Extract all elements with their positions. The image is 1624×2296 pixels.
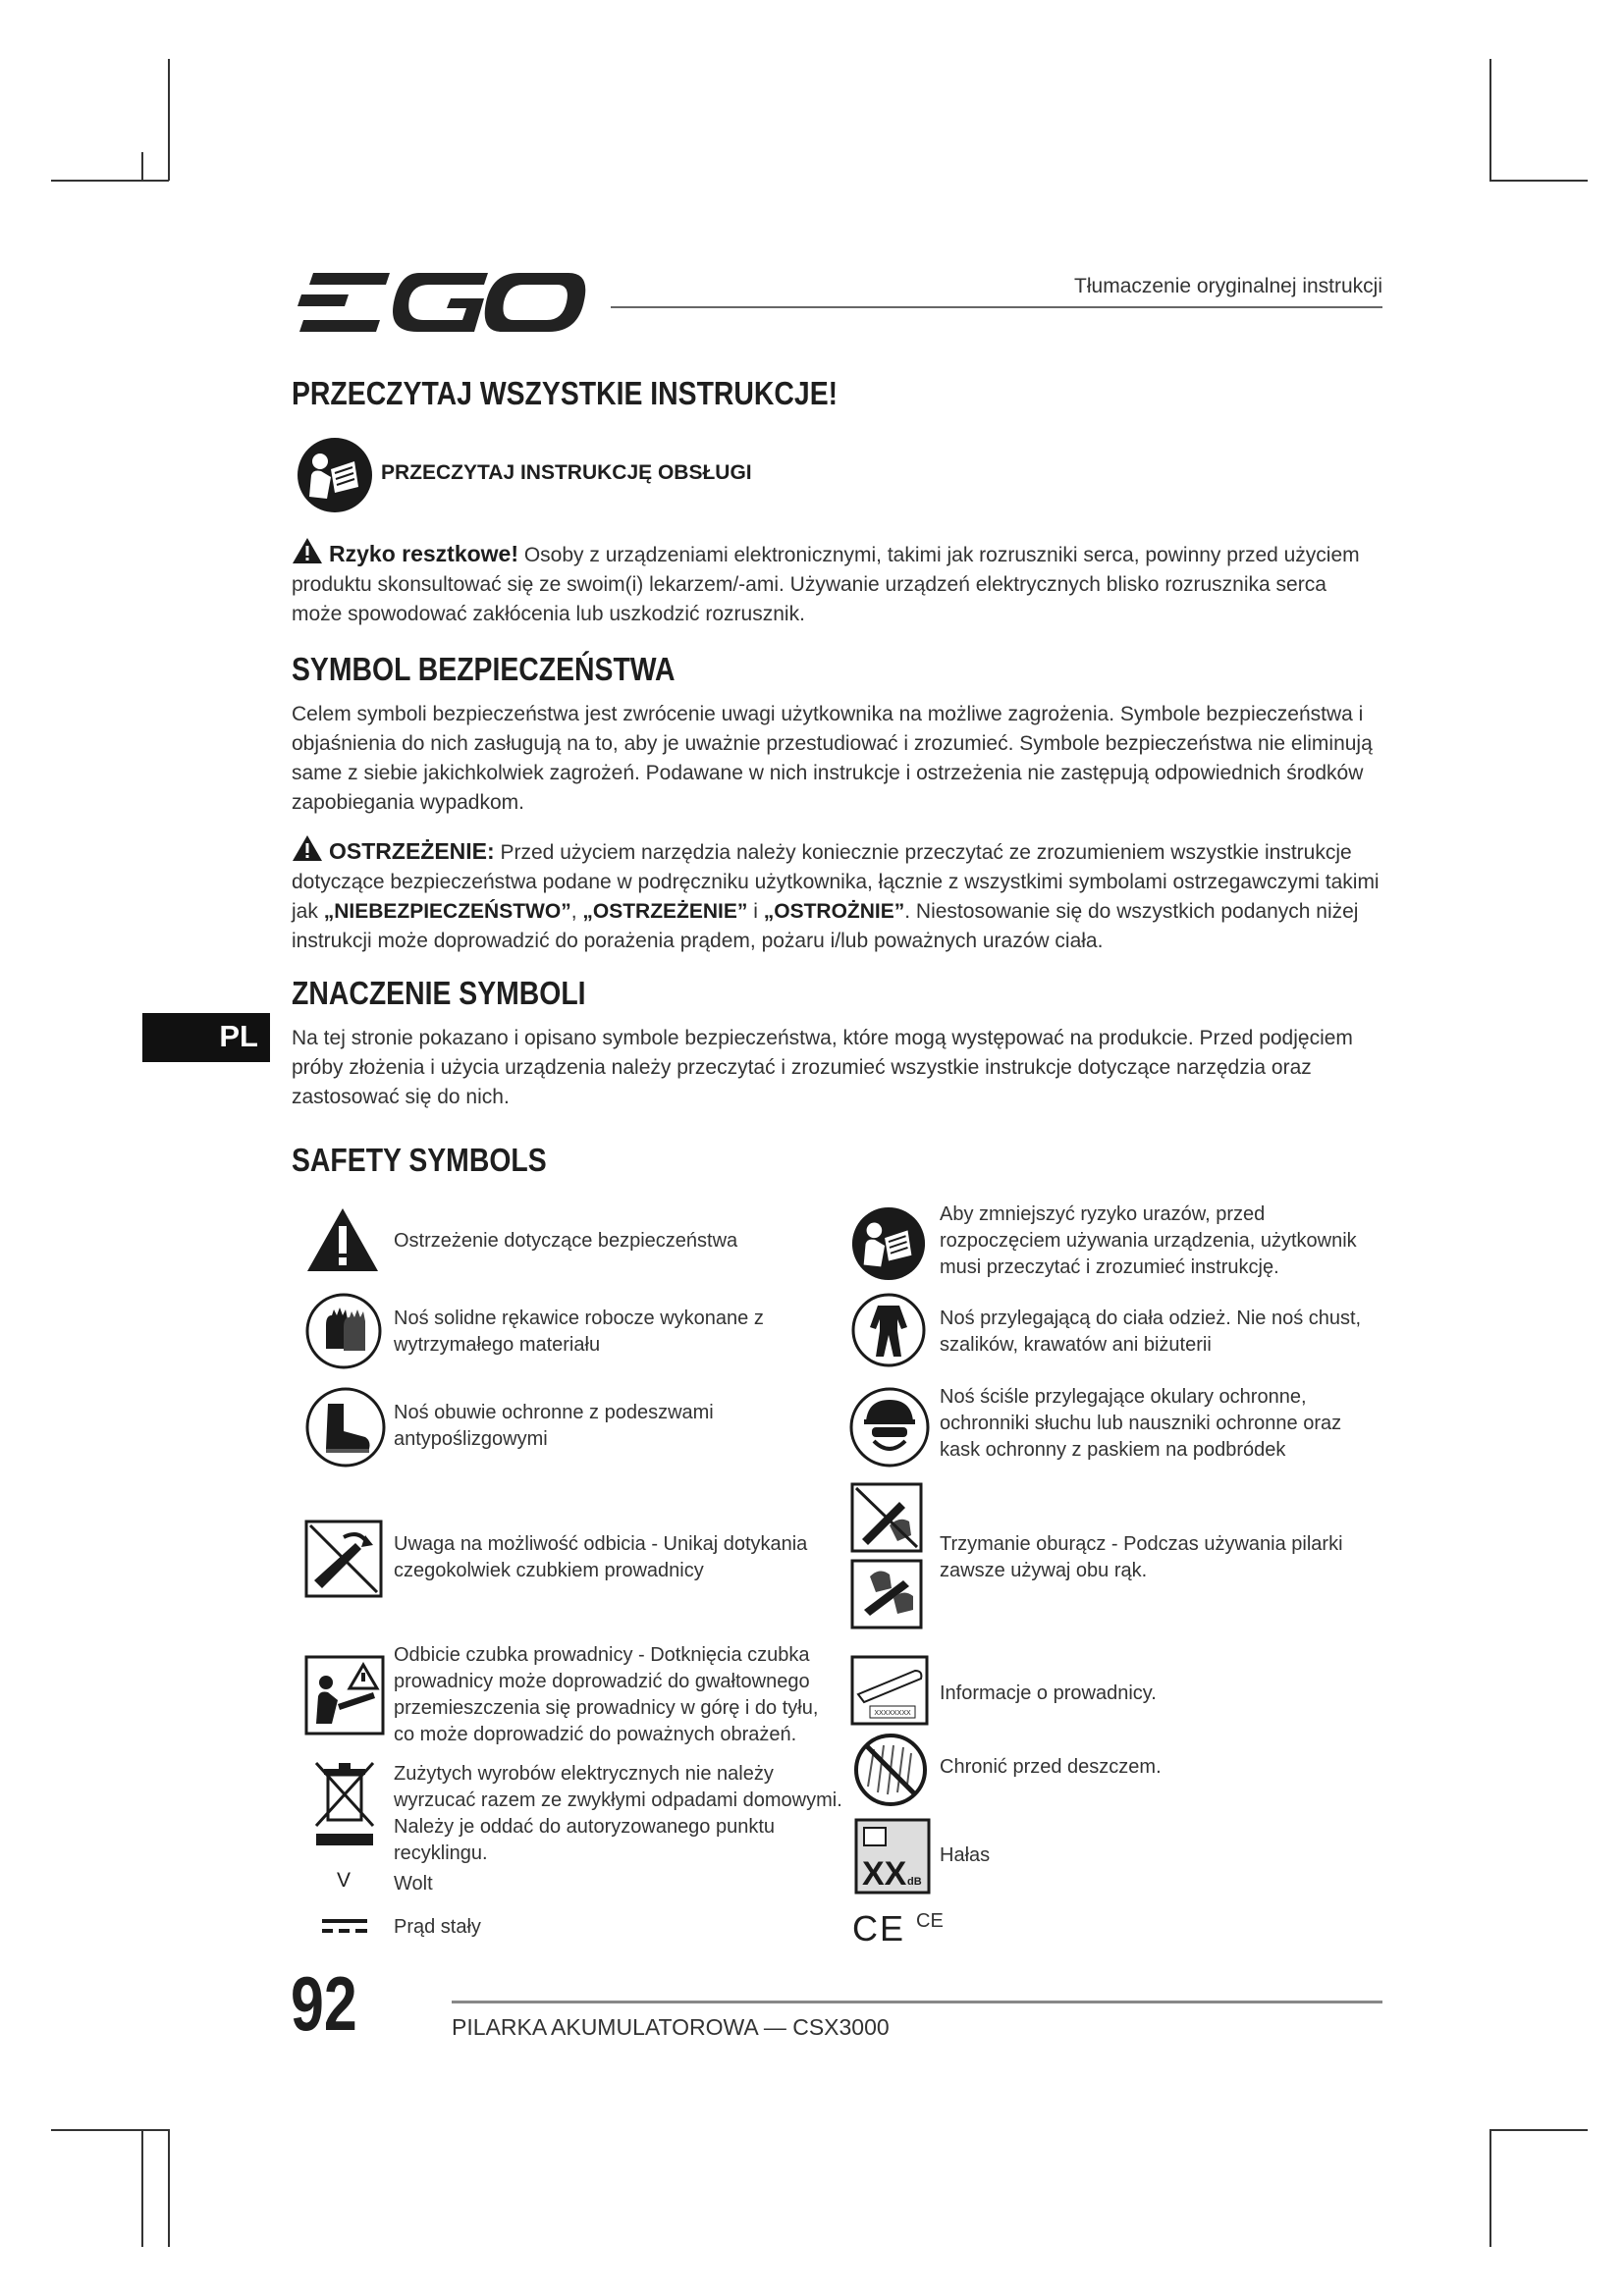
kickback-icon xyxy=(304,1520,383,1598)
residual-risk-paragraph xyxy=(292,537,1381,629)
overall-icon xyxy=(850,1292,927,1368)
dc-current-icon xyxy=(320,1916,369,1936)
symbol-overall xyxy=(850,1292,927,1368)
symbol-text: Noś solidne rękawice robocze wykonane z wytrzymałego materiału xyxy=(394,1308,764,1356)
symbol-text: Noś ściśle przylegające okulary ochronne, ochronniki słuchu lub nauszniki ochronne oraz kask ochronny z paskiem na podbródek xyxy=(940,1386,1342,1461)
symbol-guide-bar xyxy=(850,1655,929,1726)
noise-unit: dB xyxy=(907,1876,922,1888)
symbol-text: Wolt xyxy=(394,1873,433,1895)
keyword-warning: „OSTRZEŻENIE” xyxy=(582,900,748,923)
guide-bar-icon xyxy=(850,1655,929,1726)
section-title-safety-symbols: SAFETY SYMBOLS xyxy=(292,1142,547,1178)
footer-product: PILARKA AKUMULATOROWA — CSX3000 xyxy=(452,2014,890,2040)
symbol-kickback xyxy=(304,1520,383,1598)
symbol-ce: CE xyxy=(852,1908,906,1949)
symbol-helmet-goggles xyxy=(848,1386,931,1468)
symbol-text: Noś obuwie ochronne z podeszwami antypoślizgowymi xyxy=(394,1402,714,1450)
symbol-boots xyxy=(304,1386,387,1468)
symbol-text: Informacje o prowadnicy. xyxy=(940,1682,1157,1704)
footer-rule xyxy=(452,2001,1382,2003)
keyword-danger: „NIEBEZPIECZEŃSTWO” xyxy=(323,900,571,923)
language-tab-label: PL xyxy=(219,1019,258,1053)
boots-icon xyxy=(304,1386,387,1468)
symbol-volt: V xyxy=(336,1869,351,1892)
helmet-goggles-icon xyxy=(848,1386,931,1468)
symbol-text: Uwaga na możliwość odbicia - Unikaj dotykania czegokolwiek czubkiem prowadnicy xyxy=(394,1533,808,1581)
read-manual-badge xyxy=(296,436,374,514)
symbol-text: Aby zmniejszyć ryzyko urazów, przed rozpoczęciem używania urządzenia, użytkownik musi przeczytać i zrozumieć instrukcję. xyxy=(940,1203,1357,1278)
symbol-text: CE xyxy=(916,1910,944,1932)
warning-triangle-icon xyxy=(305,1206,380,1273)
crop-mark xyxy=(141,2129,143,2247)
keyword-separator: , xyxy=(570,900,583,923)
ego-logo-mark xyxy=(292,271,586,334)
section-title-read-all: PRZECZYTAJ WSZYSTKIE INSTRUKCJE! xyxy=(292,375,839,411)
meaning-paragraph: Na tej stronie pokazano i opisano symbole bezpieczeństwa, które mogą występować na produkcie. Przed podjęciem próby złożenia i użycia urządzenia należy przeczytać i zrozumieć wszystkie instrukcje dotyczące narzędzia oraz zastosować się do nich. xyxy=(292,1027,1353,1108)
read-manual-label: PRZECZYTAJ INSTRUKCJĘ OBSŁUGI xyxy=(381,461,752,484)
crop-mark xyxy=(1489,2129,1491,2247)
ego-logo xyxy=(292,271,586,334)
guide-bar-code: XXXXXXXX xyxy=(874,1710,911,1717)
crop-mark xyxy=(51,180,169,182)
residual-risk-text: Osoby z urządzeniami elektronicznymi, takimi jak rozruszniki serca, powinny przed użyciem produktu skonsultować się ze swoim(i) lekarzem/-ami. Używanie urządzeń elektrycznych blisko rozrusznika serca może spowodować zakłócenia lub uszkodzić rozrusznik. xyxy=(292,544,1360,625)
symbol-gloves xyxy=(304,1292,383,1370)
symbol-tip-kickback xyxy=(304,1655,385,1735)
section-title-meaning: ZNACZENIE SYMBOLI xyxy=(292,975,586,1011)
safety-symbol-paragraph: Celem symboli bezpieczeństwa jest zwrócenie uwagi użytkownika na możliwe zagrożenia. Symbole bezpieczeństwa i objaśnienia do nich zasługują na to, aby je uważnie przestudiować i zrozumieć. Symbole bezpieczeństwa nie eliminują same z siebie jakichkolwiek zagrożeń. Podawane w nich instrukcje i ostrzeżenia nie zastępują odpowiednich środków zapobiegania wypadkom. xyxy=(292,703,1373,814)
symbol-dc xyxy=(320,1916,369,1936)
read-manual-icon xyxy=(850,1205,927,1282)
read-manual-icon xyxy=(296,436,374,514)
no-rain-icon xyxy=(852,1732,929,1808)
crop-mark xyxy=(168,2129,170,2247)
symbol-read-manual xyxy=(850,1205,927,1282)
symbol-text: Prąd stały xyxy=(394,1916,481,1938)
noise-icon xyxy=(854,1818,931,1895)
page-number: 92 xyxy=(291,1960,357,2047)
two-hands-icon xyxy=(850,1482,923,1629)
residual-risk-label: Rzyko resztkowe! xyxy=(329,541,519,566)
symbol-two-hands xyxy=(850,1482,923,1629)
section-title-safety-symbol: SYMBOL BEZPIECZEŃSTWA xyxy=(292,651,676,687)
keyword-separator: i xyxy=(747,900,764,923)
symbol-warning xyxy=(305,1206,380,1273)
symbol-text: Noś przylegającą do ciała odzież. Nie noś chust, szalików, krawatów ani biżuterii xyxy=(940,1308,1362,1356)
header-rule xyxy=(611,306,1382,308)
language-tab xyxy=(142,1013,270,1062)
symbol-text: Hałas xyxy=(940,1844,991,1866)
crop-mark xyxy=(1489,180,1588,182)
symbol-text: Chronić przed deszczem. xyxy=(940,1756,1162,1778)
noise-value: XX xyxy=(862,1855,907,1893)
symbol-text: Zużytych wyrobów elektrycznych nie należy wyrzucać razem ze zwykłymi odpadami domowymi. Należy je oddać do autoryzowanego punktu recyklingu. xyxy=(394,1763,842,1864)
gloves-icon xyxy=(304,1292,383,1370)
tip-kickback-icon xyxy=(304,1655,385,1735)
header-subtitle: Tłumaczenie oryginalnej instrukcji xyxy=(1074,275,1382,297)
crop-mark xyxy=(141,152,143,180)
symbol-noise xyxy=(854,1818,931,1895)
warning-paragraph xyxy=(292,834,1381,956)
warning-text-1: Przed użyciem narzędzia należy koniecznie przeczytać ze zrozumieniem wszystkie instrukcje dotyczące bezpieczeństwa podane w podręczniku użytkownika, łącznie z wszystkimi symbolami ostrzegawczymi takimi jak xyxy=(292,841,1380,923)
symbol-text: Ostrzeżenie dotyczące bezpieczeństwa xyxy=(394,1230,738,1252)
warning-triangle-icon xyxy=(292,537,323,564)
weee-bin-icon xyxy=(310,1757,379,1847)
symbol-text: Trzymanie oburącz - Podczas używania pilarki zawsze używaj obu rąk. xyxy=(940,1533,1343,1581)
symbol-weee xyxy=(310,1757,379,1847)
crop-mark xyxy=(168,59,170,181)
keyword-caution: „OSTROŻNIE” xyxy=(763,900,905,923)
symbol-no-rain xyxy=(852,1732,929,1808)
warning-triangle-icon xyxy=(292,834,323,862)
crop-mark xyxy=(1489,59,1491,181)
warning-text-2: . Niestosowanie się do wszystkich podanych niżej instrukcji może doprowadzić do porażenia prądem, pożaru i/lub poważnych urazów ciała. xyxy=(292,900,1359,952)
symbol-text: Odbicie czubka prowadnicy - Dotknięcia czubka prowadnicy może doprowadzić do gwałtownego przemieszczenia się prowadnicy w górę i do tyłu, co może doprowadzić do poważnych obrażeń. xyxy=(394,1644,819,1745)
warning-label: OSTRZEŻENIE: xyxy=(329,838,495,864)
crop-mark xyxy=(51,2129,169,2131)
crop-mark xyxy=(1489,2129,1588,2131)
